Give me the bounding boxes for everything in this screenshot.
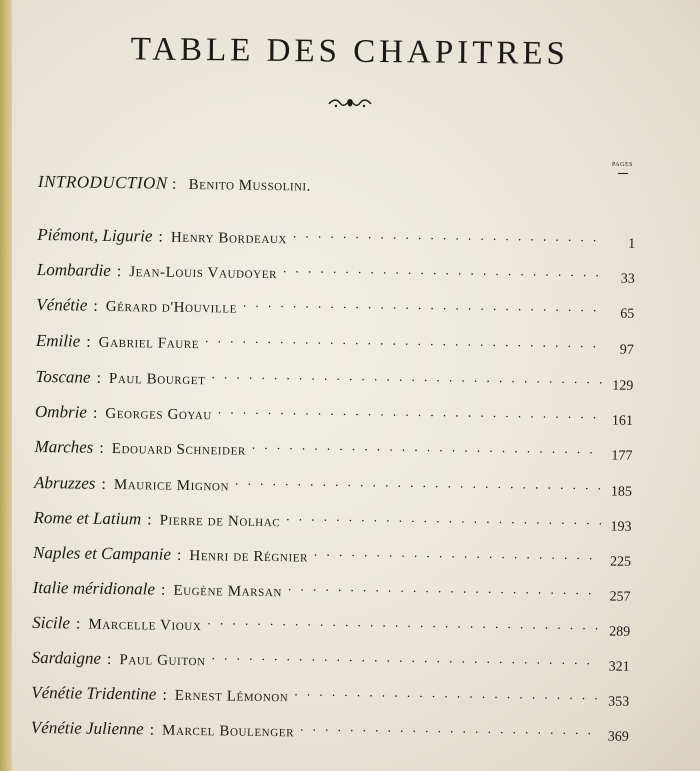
entry-separator: : [116,263,122,281]
entry-author: Gérard d'Houville [105,298,238,317]
entry-page-number: 129 [612,378,634,394]
entry-page-number: 97 [619,342,634,358]
entry-separator: : [75,615,81,633]
entry-region: Vénétie Julienne [30,717,144,739]
toc-entry[interactable] [32,610,630,642]
dot-leader [314,544,601,566]
entry-separator: : [96,369,102,387]
entry-separator: : [99,439,104,457]
entry-region: Emilie [35,330,81,351]
entry-region: Toscane [35,366,91,387]
page-title: TABLE DES CHAPITRES [130,31,570,72]
entry-author: Paul Bourget [108,370,206,389]
entry-separator: : [101,475,106,493]
dot-leader [252,437,603,460]
dot-leader [243,295,605,318]
toc-entry[interactable] [37,222,635,254]
introduction-separator: : [171,175,177,193]
entry-page-number: 353 [608,694,630,710]
entry-author: Marcelle Vioux [88,616,202,635]
toc-entry[interactable] [37,257,635,289]
entry-region: Italie méridionale [32,577,156,599]
entry-separator: : [158,228,164,246]
entry-region: Marches [34,436,94,457]
entry-author: Ernest Lémonon [174,687,289,706]
entry-author: Edouard Schneider [111,440,247,459]
entry-separator: : [93,297,98,315]
entry-page-number: 257 [609,589,631,605]
toc-entry[interactable] [34,434,632,466]
toc-entry[interactable] [33,505,631,537]
entry-author: Gabriel Faure [98,334,200,353]
dot-leader [205,330,604,353]
entry-separator: : [162,686,167,704]
entry-separator: : [86,333,91,351]
dot-leader [283,260,605,282]
entry-author: Maurice Mignon [113,476,230,495]
toc-entry[interactable] [33,540,631,572]
toc-entry[interactable] [35,364,633,396]
entry-region: Piémont, Ligurie [37,224,153,246]
entry-region: Sicile [32,612,71,633]
toc-entry[interactable] [31,680,629,712]
entry-separator: : [92,404,98,422]
dot-leader [212,647,600,670]
entry-author: Jean-Louis Vaudoyer [129,264,278,283]
dot-leader [218,401,603,424]
dot-leader [207,612,600,635]
dot-leader [211,366,603,389]
entry-author: Pierre de Nolhac [159,512,281,531]
entry-separator: : [106,650,112,668]
pages-column-label: PAGES [612,162,633,168]
toc-entry[interactable] [34,470,632,502]
toc-introduction[interactable] [38,172,311,196]
entry-page-number: 193 [610,519,632,535]
toc-entry[interactable] [31,715,629,747]
entry-region: Rome et Latium [33,507,142,529]
toc-entry[interactable] [33,575,631,607]
entry-region: Vénétie [36,294,88,315]
dot-leader [235,473,602,496]
entry-author: Eugène Marsan [173,582,283,601]
entry-region: Abruzzes [33,472,96,493]
toc-entry[interactable] [36,328,634,360]
entry-author: Georges Goyau [105,405,213,424]
entry-region: Naples et Campanie [32,542,172,564]
toc-entry[interactable] [36,292,634,324]
dot-leader [293,225,605,247]
entry-separator: : [160,581,166,599]
entry-page-number: 177 [611,448,633,464]
entry-page-number: 225 [609,554,632,570]
entry-separator: : [149,721,155,739]
entry-separator: : [147,511,152,529]
introduction-label: INTRODUCTION [37,171,168,193]
dot-leader [300,718,599,740]
entry-page-number: 33 [620,271,635,287]
entry-region: Lombardie [36,259,111,280]
entry-page-number: 321 [608,659,630,675]
entry-page-number: 161 [611,413,633,429]
toc-entry[interactable] [32,645,630,677]
entry-page-number: 185 [610,484,633,500]
entry-author: Henry Bordeaux [170,229,288,248]
entry-author: Paul Guiton [119,652,206,670]
entry-page-number: 65 [620,306,635,322]
dot-leader [288,578,601,600]
entry-region: Ombrie [34,401,88,422]
dot-leader [286,508,601,530]
introduction-author: Benito Mussolini. [188,176,311,195]
entry-author: Henri de Régnier [189,547,309,566]
entry-page-number: 289 [609,624,631,640]
entry-page-number: 369 [607,729,629,745]
entry-page-number: 1 [628,236,636,252]
entry-region: Vénétie Tridentine [31,682,157,704]
toc-entry[interactable] [35,399,633,431]
entry-region: Sardaigne [31,647,102,668]
dot-leader [294,683,599,705]
entry-separator: : [176,546,182,564]
entry-author: Marcel Boulenger [161,722,295,741]
